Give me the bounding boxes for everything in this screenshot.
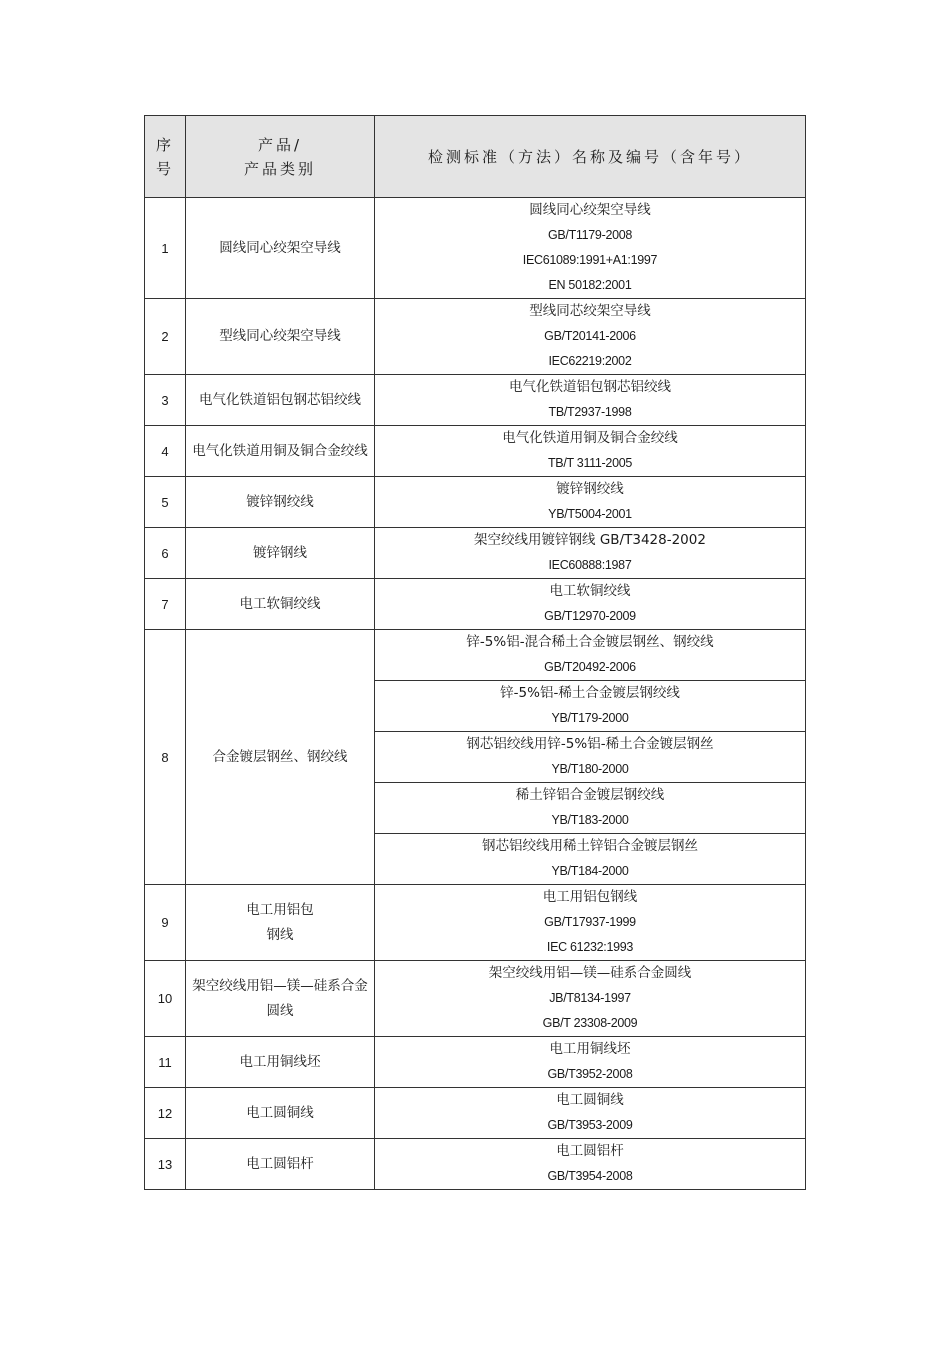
standard-code: EN 50182:2001 [548,278,632,292]
standard-code: YB/T184-2000 [551,864,629,878]
product-name: 合金镀层钢丝、钢绞线 [186,630,375,885]
header-standard: 检测标准（方法）名称及编号（含年号） [375,116,806,198]
standard-name: 电工圆铜线 [556,1092,624,1108]
standard-code: GB/T1179-2008 [547,228,633,242]
standard-name: 电气化铁道用铜及铜合金绞线 [502,430,678,446]
standard-cell [375,834,806,885]
standard-name: 圆线同心绞架空导线 [529,202,651,218]
standard-cell [375,885,806,961]
standard-name: 架空绞线用镀锌钢线 GB/T3428-2002 [474,532,706,548]
standard-code: IEC60888:1987 [548,558,632,572]
standard-name: 型线同芯绞架空导线 [529,303,651,319]
row-number: 5 [145,477,186,528]
row-number: 8 [145,630,186,885]
standard-name: 锌-5%铝-混合稀土合金镀层钢丝、钢绞线 [466,634,714,650]
product-name-line2: 钢线 [266,926,294,943]
header-product-line1: 产品/ [257,135,303,154]
standard-cell [375,732,806,783]
standard-name: 电工用铜线坯 [549,1041,631,1057]
standard-name: 架空绞线用铝—镁—硅系合金圆线 [488,965,692,981]
product-name: 电工用铜线坯 [186,1037,375,1088]
table-row [145,375,806,426]
standard-name: 钢芯铝绞线用锌-5%铝-稀土合金镀层钢丝 [466,736,714,752]
row-number: 2 [145,299,186,375]
table-row [145,198,806,299]
table-row [145,630,806,681]
standard-name: 电工用铝包钢线 [542,889,638,905]
standard-code: IEC62219:2002 [548,354,632,368]
table-row [145,1139,806,1190]
product-name: 型线同心绞架空导线 [186,299,375,375]
standard-code: IEC 61232:1993 [546,940,634,954]
product-name: 架空绞线用铝—镁—硅系合金圆线 [186,961,375,1037]
standard-cell [375,426,806,477]
standard-cell [375,1037,806,1088]
standard-code: GB/T3953-2009 [547,1118,633,1132]
standard-name: 电工软铜绞线 [549,583,631,599]
standard-name: 电气化铁道铝包钢芯铝绞线 [509,379,671,395]
standards-table [144,115,806,1190]
standard-code: GB/T20141-2006 [544,329,636,343]
standard-name: 稀土锌铝合金镀层钢绞线 [515,787,665,803]
table-header-row [145,116,806,198]
header-serial-number [145,116,186,198]
row-number: 10 [145,961,186,1037]
standard-cell [375,477,806,528]
standard-code: IEC61089:1991+A1:1997 [522,253,658,267]
standard-code: TB/T2937-1998 [548,405,632,419]
standard-cell [375,579,806,630]
standard-cell [375,299,806,375]
row-number: 11 [145,1037,186,1088]
standard-name: 电工圆铝杆 [556,1143,624,1159]
product-name-line1: 电工用铝包 [246,901,314,918]
standard-name: 镀锌钢绞线 [556,481,624,497]
standard-code: YB/T183-2000 [551,813,629,827]
standard-code: GB/T3954-2008 [547,1169,633,1183]
row-number: 9 [145,885,186,961]
product-name: 电工圆铜线 [186,1088,375,1139]
table-row [145,885,806,961]
standard-code: GB/T12970-2009 [544,609,636,623]
product-name: 镀锌钢绞线 [186,477,375,528]
standard-name: 钢芯铝绞线用稀土锌铝合金镀层钢丝 [482,838,698,854]
product-name: 电气化铁道铝包钢芯铝绞线 [186,375,375,426]
standard-cell [375,783,806,834]
table-row [145,528,806,579]
table-row [145,961,806,1037]
standard-cell [375,630,806,681]
standard-cell [375,1088,806,1139]
product-name: 镀锌钢线 [186,528,375,579]
table-row [145,477,806,528]
product-name: 电气化铁道用铜及铜合金绞线 [186,426,375,477]
header-product [186,116,375,198]
product-name: 电工圆铝杆 [186,1139,375,1190]
row-number: 7 [145,579,186,630]
standard-name: 锌-5%铝-稀土合金镀层钢绞线 [500,685,680,701]
standard-code: YB/T180-2000 [551,762,629,776]
row-number: 3 [145,375,186,426]
header-product-line2: 产品类别 [243,159,316,178]
standard-code: TB/T 3111-2005 [547,456,633,470]
header-serial-line1: 序 [155,135,174,154]
standard-cell [375,1139,806,1190]
table-row [145,299,806,375]
table-row [145,1037,806,1088]
standard-cell [375,528,806,579]
standard-code: YB/T179-2000 [551,711,629,725]
row-number: 4 [145,426,186,477]
standard-cell [375,198,806,299]
standard-code: YB/T5004-2001 [548,507,632,521]
standard-code: GB/T 23308-2009 [542,1016,638,1030]
product-name [186,885,375,961]
row-number: 13 [145,1139,186,1190]
standard-cell [375,681,806,732]
header-serial-line2: 号 [155,159,174,178]
standard-code: GB/T20492-2006 [544,660,636,674]
table-row [145,579,806,630]
table-row [145,1088,806,1139]
product-name: 圆线同心绞架空导线 [186,198,375,299]
standard-code: JB/T8134-1997 [549,991,631,1005]
standard-cell [375,375,806,426]
row-number: 6 [145,528,186,579]
standard-cell [375,961,806,1037]
row-number: 1 [145,198,186,299]
standard-code: GB/T17937-1999 [544,915,636,929]
row-number: 12 [145,1088,186,1139]
table-row [145,426,806,477]
standard-code: GB/T3952-2008 [547,1067,633,1081]
product-name: 电工软铜绞线 [186,579,375,630]
